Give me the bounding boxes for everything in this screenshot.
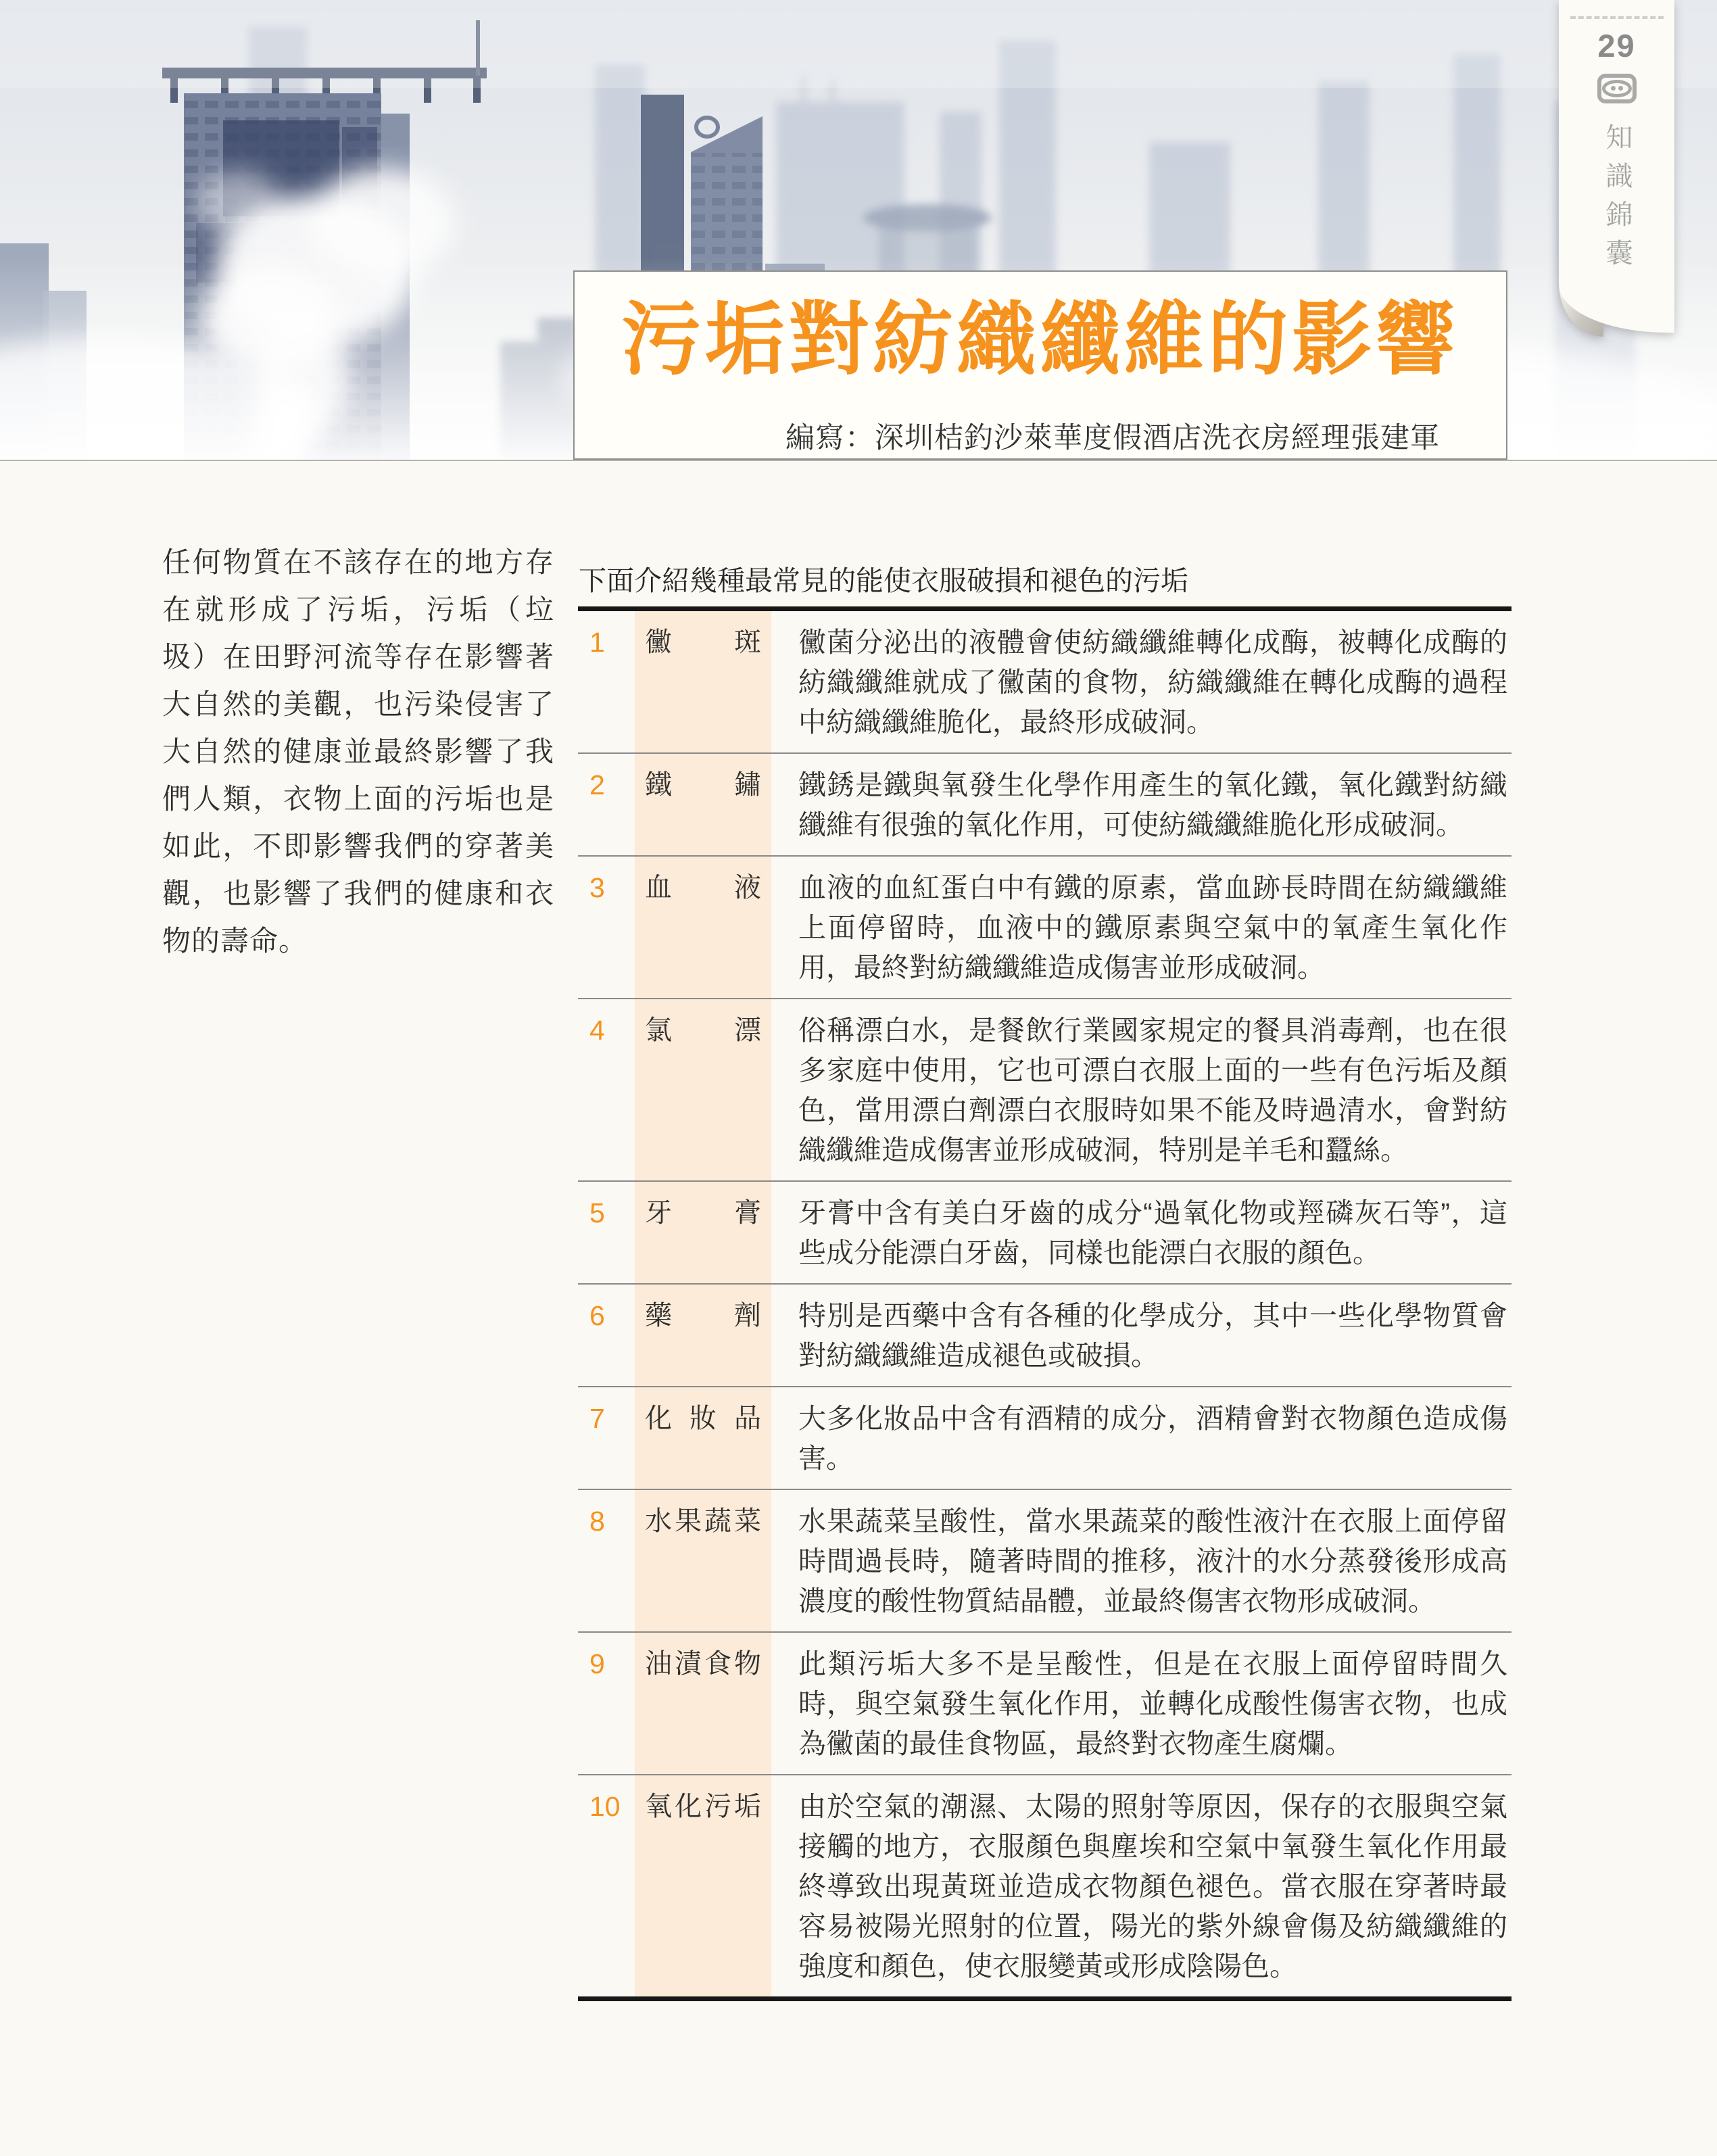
row-name: 氧 化 污 垢 [635, 1775, 771, 1996]
table-row [578, 1633, 1512, 1775]
table-row [578, 857, 1512, 999]
bookmark-ribbon [1559, 0, 1674, 338]
table-row [578, 999, 1512, 1182]
page-number: 29 [1597, 28, 1636, 64]
row-number: 9 [589, 1648, 605, 1679]
row-number: 7 [589, 1403, 605, 1434]
row-number: 8 [589, 1506, 605, 1537]
table-row [578, 754, 1512, 857]
table-row [578, 1775, 1512, 1996]
row-description: 水果蔬菜呈酸性，當水果蔬菜的酸性液汁在衣服上面停留時間過長時，隨著時間的推移，液汁的水分蒸發後形成高濃度的酸性物質結晶體，並最終傷害衣物形成破洞。 [798, 1506, 1507, 1616]
row-name: 牙 膏 [635, 1182, 771, 1283]
row-name: 水 果 蔬 菜 [635, 1490, 771, 1631]
row-number: 5 [589, 1197, 605, 1228]
table-row [578, 1387, 1512, 1490]
table-row [578, 1285, 1512, 1387]
ribbon-body [1559, 0, 1674, 333]
care-label-dot-right [1618, 86, 1623, 91]
care-label-dot-left [1611, 86, 1616, 91]
row-number: 1 [589, 627, 605, 658]
row-description: 此類污垢大多不是呈酸性，但是在衣服上面停留時間久時，與空氣發生氧化作用，並轉化成酸性傷害衣物，也成為黴菌的最佳食物區，最終對衣物產生腐爛。 [798, 1648, 1507, 1759]
care-label-oval [1602, 80, 1632, 97]
title-box [573, 270, 1507, 460]
row-description: 牙膏中含有美白牙齒的成分“過氧化物或羥磷灰石等”，這些成分能漂白牙齒，同樣也能漂白衣服的顏色。 [798, 1197, 1507, 1268]
row-description: 俗稱漂白水，是餐飲行業國家規定的餐具消毒劑，也在很多家庭中使用，它也可漂白衣服上面的一些有色污垢及顏色，當用漂白劑漂白衣服時如果不能及時過清水，會對紡織纖維造成傷害並形成破洞，特別是羊毛和蠶絲。 [798, 1015, 1507, 1166]
row-number: 4 [589, 1015, 605, 1046]
intro-paragraph: 任何物質在不該存在的地方存在就形成了污垢，污垢（垃圾）在田野河流等存在影響著大自然的美觀，也污染侵害了大自然的健康並最終影響了我們人類，衣物上面的污垢也是如此，不即影響我們的穿著美觀，也影響了我們的健康和衣物的壽命。 [162, 546, 554, 957]
row-name: 氯 漂 [635, 999, 771, 1180]
row-description: 黴菌分泌出的液體會使紡織纖維轉化成酶，被轉化成酶的紡織纖維就成了黴菌的食物，紡織纖維在轉化成酶的過程中紡織纖維脆化，最終形成破洞。 [798, 627, 1507, 738]
row-description: 特別是西藥中含有各種的化學成分，其中一些化學物質會對紡織纖維造成褪色或破損。 [798, 1300, 1507, 1371]
row-name: 鐵 鏽 [635, 754, 771, 855]
row-name: 黴 斑 [635, 611, 771, 752]
table-row [578, 1490, 1512, 1633]
row-description: 血液的血紅蛋白中有鐵的原素，當血跡長時間在紡織纖維上面停留時，血液中的鐵原素與空氣中的氧產生氧化作用，最終對紡織纖維造成傷害並形成破洞。 [798, 872, 1507, 983]
row-number: 2 [589, 769, 605, 800]
page-title: 污垢對紡織纖維的影響 [621, 295, 1459, 385]
row-description: 大多化妝品中含有酒精的成分，酒精會對衣物顏色造成傷害。 [798, 1403, 1507, 1474]
table-body [578, 611, 1512, 1996]
row-name: 油 漬 食 物 [635, 1633, 771, 1774]
row-description: 鐵銹是鐵與氧發生化學作用產生的氧化鐵，氧化鐵對紡織纖維有很強的氧化作用，可使紡織纖維脆化形成破洞。 [798, 769, 1507, 840]
row-name: 藥 劑 [635, 1285, 771, 1386]
stains-table [578, 606, 1512, 2001]
care-label-icon [1597, 74, 1637, 103]
row-description: 由於空氣的潮濕、太陽的照射等原因，保存的衣服與空氣接觸的地方，衣服顏色與塵埃和空氣中氧發生氧化作用最終導致出現黃斑並造成衣物顏色褪色。當衣服在穿著時最容易被陽光照射的位置，陽光的紫外線會傷及紡織纖維的強度和顏色，使衣服變黃或形成陰陽色。 [798, 1791, 1507, 1982]
row-number: 6 [589, 1300, 605, 1331]
byline: 編寫：深圳桔釣沙萊華度假酒店洗衣房經理張建軍 [785, 422, 1440, 454]
stitch-line [1570, 16, 1664, 19]
table-row [578, 1182, 1512, 1285]
row-name: 血 液 [635, 857, 771, 998]
row-name: 化 妝 品 [635, 1387, 771, 1489]
table-row [578, 611, 1512, 754]
row-number: 3 [589, 872, 605, 903]
table-caption: 下面介紹幾種最常見的能使衣服破損和褪色的污垢 [579, 565, 1188, 596]
row-number: 10 [589, 1791, 621, 1822]
section-label: 知識錦囊 [1602, 123, 1632, 277]
